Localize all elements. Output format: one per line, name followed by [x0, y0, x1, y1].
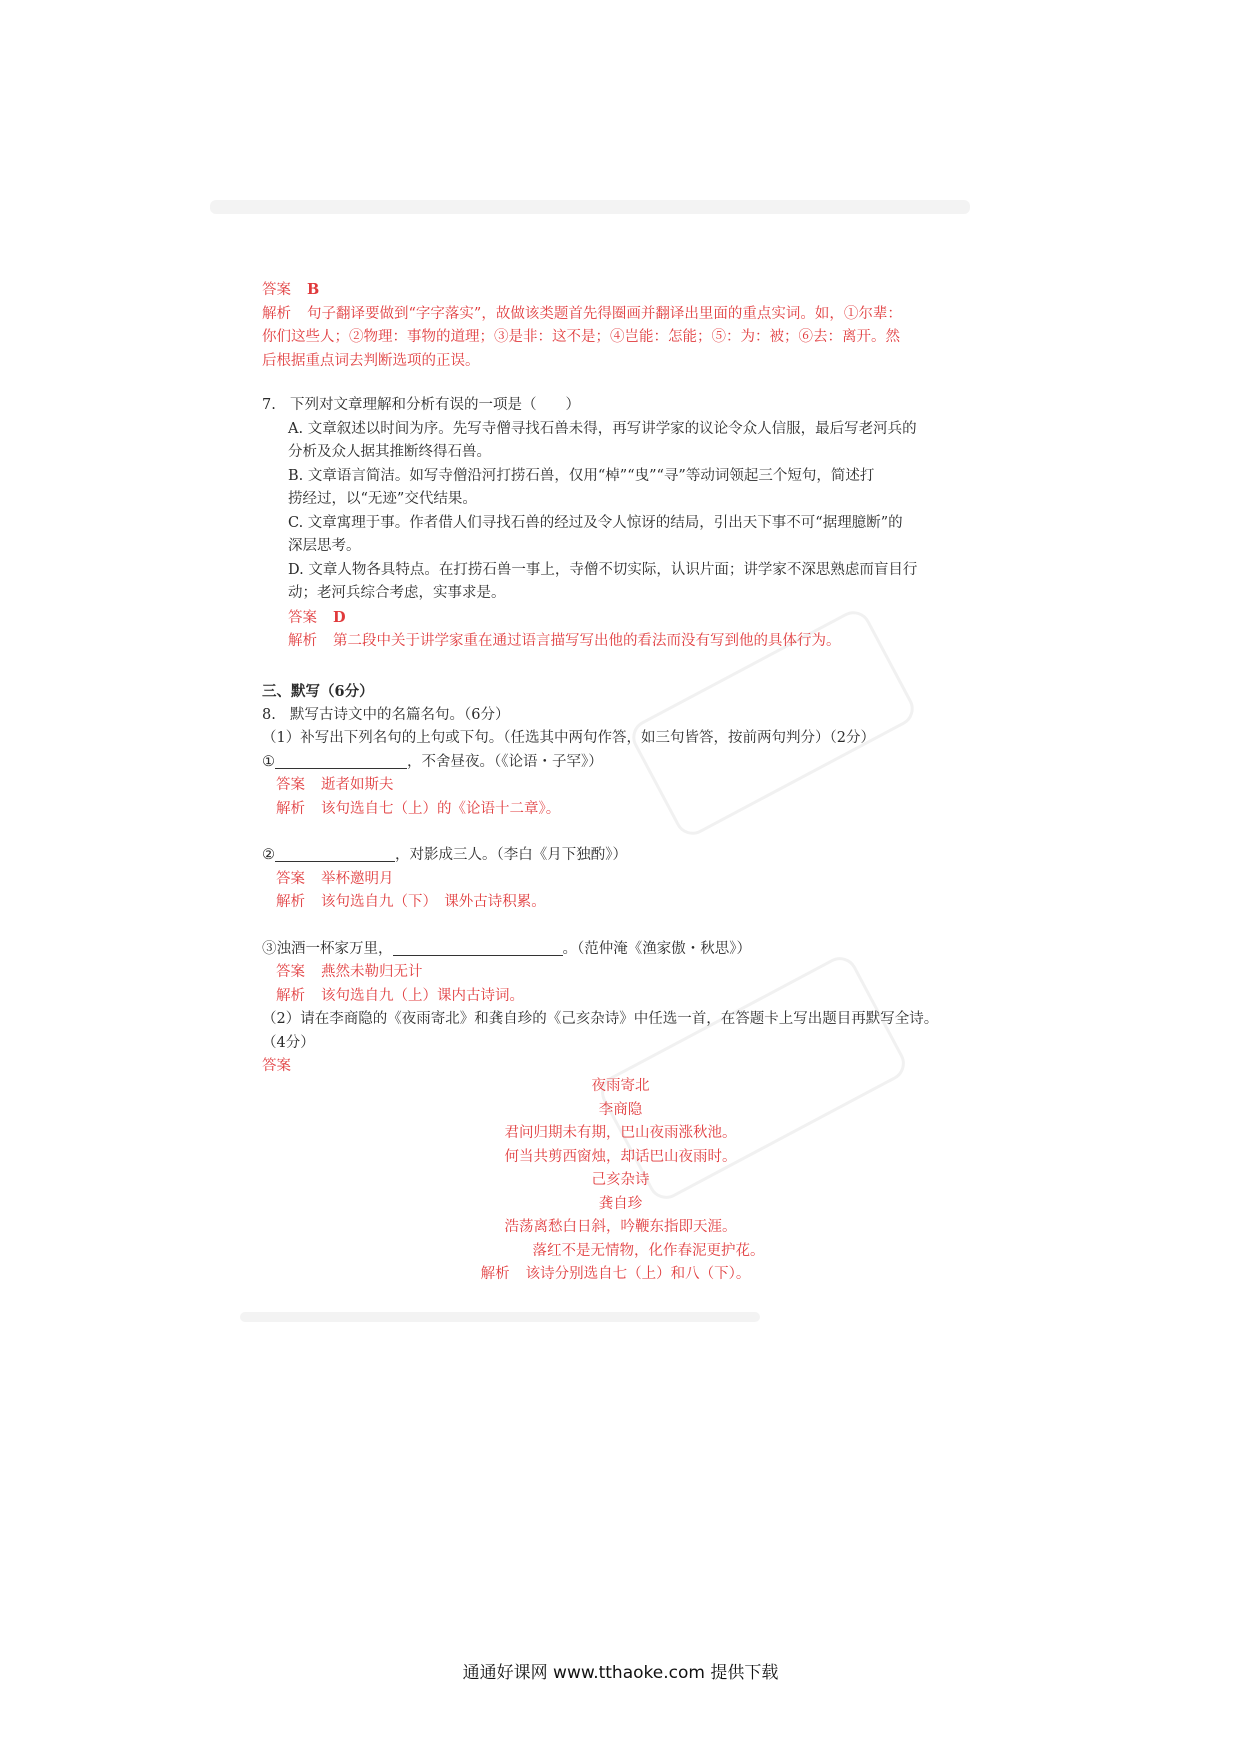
- analysis-text: 句子翻译要做到“字字落实”，故做该类题首先得圈画并翻译出里面的重点实词。如，①尔辈：: [307, 305, 902, 322]
- answer-line: [262, 278, 996, 303]
- final-analysis: [0, 1263, 1241, 1287]
- sub-question-1: （1）补写出下列名句的上句或下句。（任选其中两句作答，如三句皆答，按前两句判分）（2分）: [262, 730, 875, 746]
- item-suffix: 。（范仲淹《渔家傲・秋思》）: [562, 940, 751, 957]
- item-2-answer: [262, 868, 1022, 892]
- item-marker: ③: [262, 940, 277, 957]
- analysis-text: 该句选自九（上）课内古诗词。: [321, 987, 524, 1004]
- poem2-author: 龚自珍: [598, 1195, 643, 1212]
- poem2-title: 己亥杂诗: [591, 1172, 650, 1188]
- option-a: A. 文章叙述以时间为序。先写寺僧寻找石兽未得，再写讲学家的议论令众人信服，最后写老河兵的: [288, 420, 917, 437]
- sub-question-2: （2）请在李商隐的《夜雨寄北》和龚自珍的《己亥杂诗》中任选一首，在答题卡上写出题目再默写全诗。: [262, 1011, 939, 1027]
- analysis-label: 解析: [276, 800, 305, 817]
- poem1-author: 李商隐: [598, 1101, 643, 1118]
- fill-item-2: [262, 844, 1022, 868]
- analysis-label: 解析: [262, 305, 291, 322]
- item-1-answer: [262, 774, 1022, 798]
- item-3-analysis: [262, 985, 1022, 1009]
- scan-artifact-bottom: [240, 1312, 760, 1322]
- option-a-cont: 分析及众人据其推断终得石兽。: [288, 444, 491, 460]
- item-2-analysis: [262, 891, 1022, 915]
- scan-artifact-top: [210, 200, 970, 214]
- option-b: B. 文章语言简洁。如写寺僧沿河打捞石兽，仅用“棹”“曳”“寻”等动词领起三个短句，简述打: [288, 467, 875, 484]
- question-text: 默写古诗文中的名篇名句。（6分）: [290, 706, 510, 723]
- answer-text: 逝者如斯夫: [321, 777, 394, 793]
- answer-label: 答案: [288, 609, 317, 626]
- item-suffix: ，对影成三人。（李白《月下独酌》）: [395, 847, 627, 863]
- poem2-line: 浩荡离愁白日斜，吟鞭东指即天涯。: [504, 1219, 737, 1235]
- analysis-text: 该句选自九（下） 课外古诗积累。: [321, 894, 546, 910]
- answer-label: 答案: [276, 870, 305, 887]
- answer-block-q6: [262, 278, 996, 373]
- option-c-cont: 深层思考。: [288, 538, 361, 554]
- item-marker: ①: [262, 753, 275, 770]
- question-text: 下列对文章理解和分析有误的一项是（ ）: [290, 397, 580, 413]
- answer-label: 答案: [262, 282, 291, 298]
- fill-item-3: [262, 938, 1022, 962]
- answer-label: 答案: [276, 777, 305, 793]
- footer-credit: 通通好课网 www.tthaoke.com 提供下载: [462, 1663, 779, 1683]
- poem1-line: 何当共剪西窗烛，却话巴山夜雨时。: [504, 1148, 737, 1165]
- analysis-text: 该诗分别选自七（上）和八（下）。: [525, 1266, 751, 1282]
- option-d: D. 文章人物各具特点。在打捞石兽一事上，寺僧不切实际，认识片面；讲学家不深思熟虑而盲目行: [288, 561, 918, 578]
- item-1-analysis: [262, 798, 1022, 822]
- analysis-line: 你们这些人；②物理：事物的道理；③是非：这不是；④岂能：怎能；⑤：为：被；⑥去：离开。然: [262, 329, 900, 345]
- sub-question-2-score: （4分）: [262, 1034, 315, 1051]
- poem1-line: 君问归期未有期，巴山夜雨涨秋池。: [504, 1125, 737, 1141]
- analysis-label: 解析: [480, 1266, 510, 1282]
- answer-label: 答案: [276, 964, 305, 980]
- analysis-line: [288, 630, 1002, 654]
- analysis-line: 后根据重点词去判断选项的正误。: [262, 352, 480, 369]
- poem-block: [0, 1075, 1241, 1287]
- question-7: [262, 394, 1002, 654]
- item-3-answer: [262, 961, 1022, 985]
- option-c: C. 文章寓理于事。作者借人们寻找石兽的经过及令人惊讶的结局，引出天下事不可“据理臆断”的: [288, 514, 903, 531]
- fill-item-1: [262, 751, 1022, 775]
- answer-blank: [275, 845, 395, 862]
- option-b-cont: 捞经过，以“无迹”交代结果。: [288, 491, 477, 507]
- answer-label-standalone: 答案: [262, 1058, 291, 1074]
- analysis-text: 该句选自七（上）的《论语十二章》。: [321, 800, 561, 817]
- item-marker: ②: [262, 847, 275, 863]
- answer-value: D: [333, 608, 346, 626]
- answer-value: B: [307, 281, 320, 298]
- answer-blank: [275, 752, 407, 769]
- question-stem: [262, 394, 1002, 418]
- question-number: 7.: [262, 397, 276, 413]
- analysis-label: 解析: [276, 894, 305, 910]
- analysis-label: 解析: [288, 633, 317, 649]
- analysis-line: [262, 303, 996, 327]
- item-suffix: ，不舍昼夜。（《论语・子罕》）: [407, 753, 603, 770]
- analysis-text: 第二段中关于讲学家重在通过语言描写写出他的看法而没有写到他的具体行为。: [333, 633, 841, 649]
- section-3: [262, 680, 1022, 1079]
- answer-text: 燕然未勒归无计: [321, 964, 423, 980]
- poem2-line: 落红不是无情物，化作春泥更护花。: [532, 1242, 765, 1259]
- question-8: [262, 704, 1022, 728]
- answer-line: [288, 606, 1002, 631]
- question-number: 8.: [262, 706, 276, 723]
- option-d-cont: 动；老河兵综合考虑，实事求是。: [288, 585, 506, 601]
- item-prefix: 浊酒一杯家万里，: [276, 940, 393, 957]
- poem1-title: 夜雨寄北: [591, 1078, 650, 1094]
- answer-text: 举杯邀明月: [321, 870, 394, 887]
- answer-blank: [393, 939, 563, 956]
- analysis-label: 解析: [276, 987, 305, 1004]
- section-heading: 三、默写（6分）: [262, 683, 374, 700]
